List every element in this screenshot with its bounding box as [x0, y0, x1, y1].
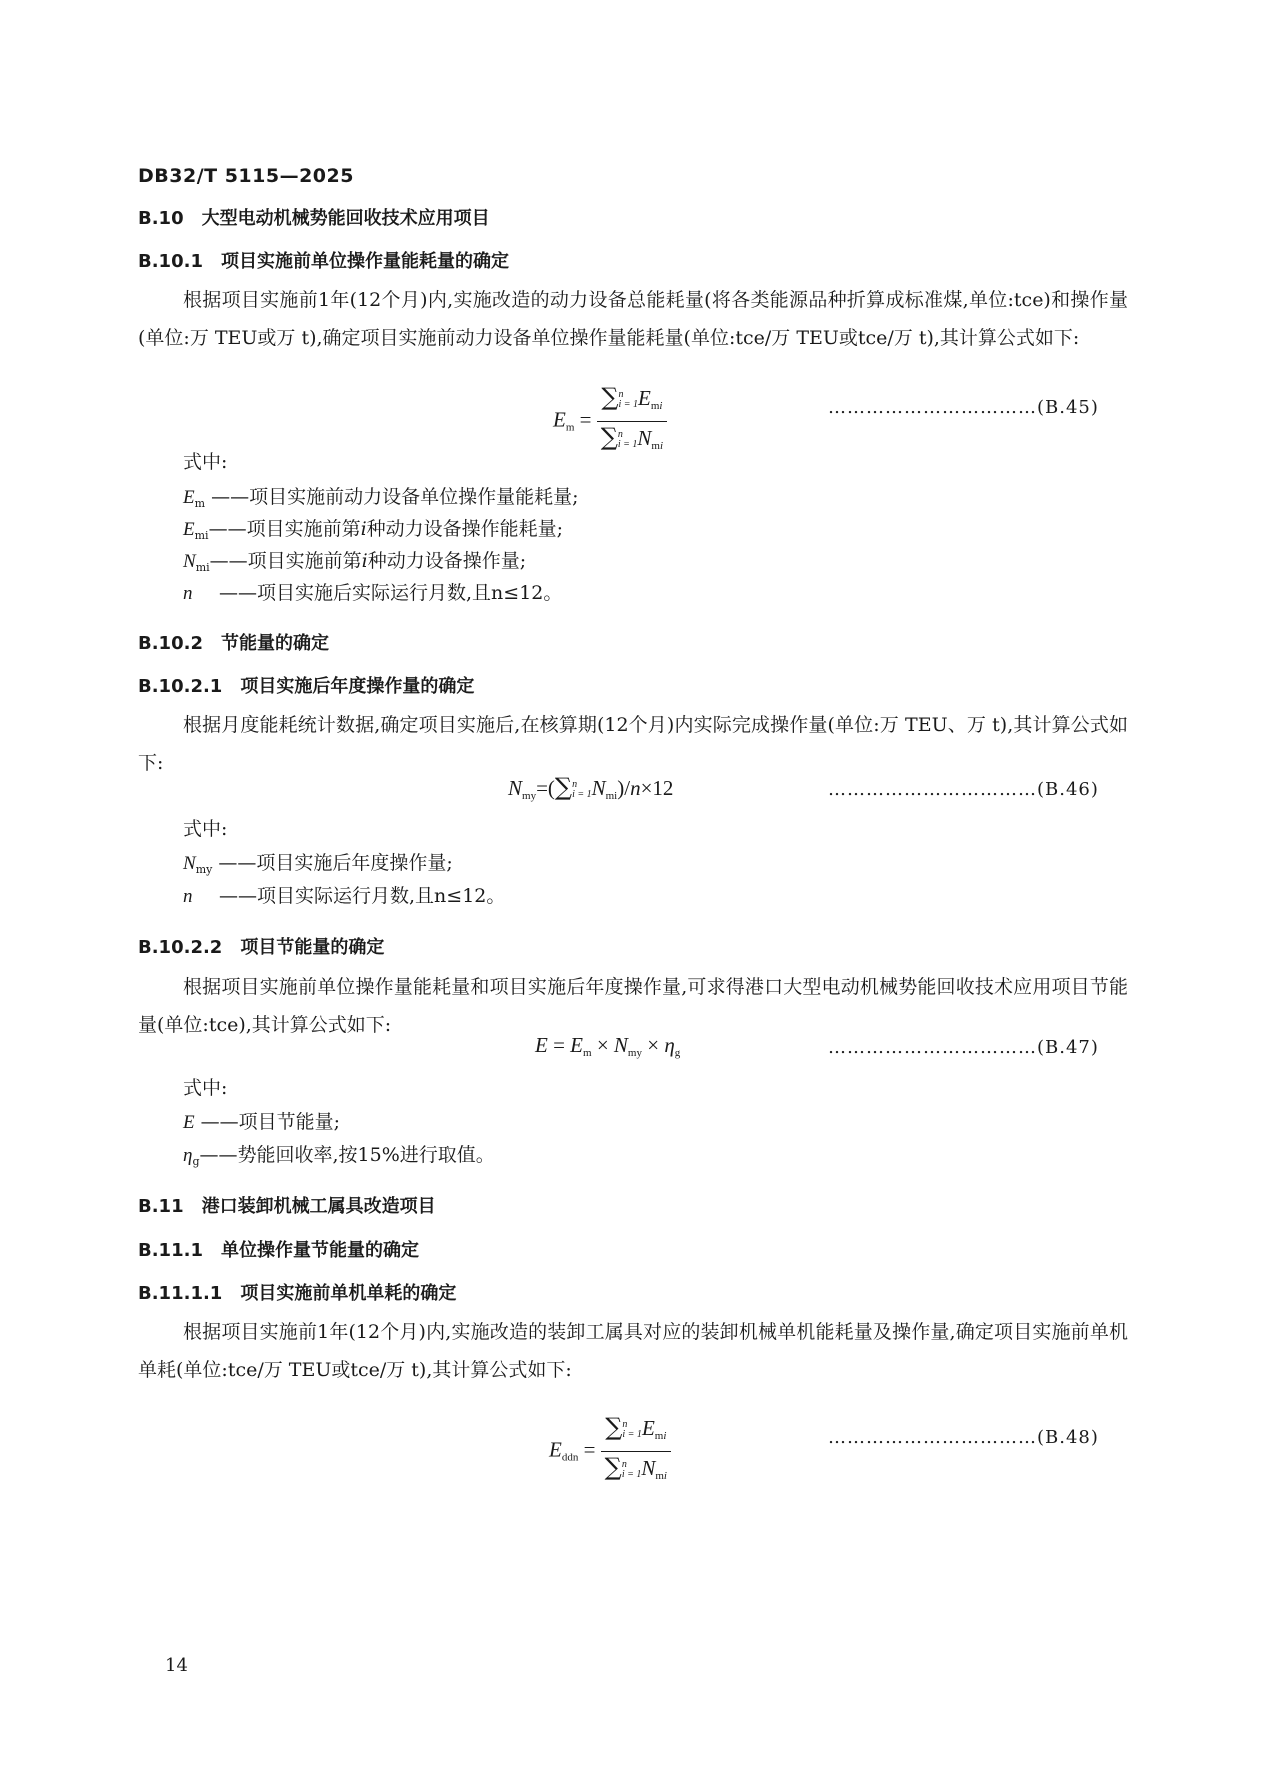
- section-title: 港口装卸机械工属具改造项目: [201, 1196, 436, 1217]
- section-title: 项目实施后年度操作量的确定: [240, 676, 475, 697]
- section-title: 项目实施前单位操作量能耗量的确定: [220, 251, 509, 272]
- definition-eta: $\eta_g——$势能回收率,按15%进行取值。: [183, 1144, 495, 1168]
- section-number: B.10.2: [138, 633, 203, 654]
- equation-number-b45: ……………………………(B.45): [828, 397, 1099, 418]
- section-number: B.10.2.1: [138, 676, 223, 697]
- section-title: 项目节能量的确定: [240, 937, 385, 958]
- section-b10-2-2: [138, 933, 384, 959]
- equation-number-b46: ……………………………(B.46): [828, 779, 1099, 800]
- section-b10: [138, 204, 490, 230]
- paragraph-2: 根据月度能耗统计数据,确定项目实施后,在核算期(12个月)内实际完成操作量(单位:万 TEU、万 t),其计算公式如下:: [138, 714, 1128, 774]
- definition-nmi: $N_{mi}——$项目实施前第i种动力设备操作量;: [183, 550, 527, 574]
- section-number: B.10: [138, 208, 184, 229]
- definition-n-2: n ——项目实际运行月数,且n≤12。: [183, 885, 506, 907]
- formula-b46: $N_{my}=(\sum$ n i = 1 $N_{mi})/n\times 12$: [508, 773, 674, 802]
- paragraph-4: 根据项目实施前1年(12个月)内,实施改造的装卸工属具对应的装卸机械单机能耗量及操作量,确定项目实施前单机单耗(单位:tce/万 TEU或tce/万 t),其计算公式如下:: [138, 1321, 1128, 1381]
- definition-em: $E_m$ ——项目实施前动力设备单位操作量能耗量;: [183, 486, 579, 510]
- section-b10-1: [138, 247, 509, 273]
- section-b11-1: [138, 1236, 419, 1262]
- section-b11-1-1: [138, 1279, 456, 1305]
- section-number: B.11.1: [138, 1240, 203, 1261]
- definition-e: E ——项目节能量;: [183, 1111, 341, 1133]
- paragraph-1: 根据项目实施前1年(12个月)内,实施改造的动力设备总能耗量(将各类能源品种折算成标准煤,单位:tce)和操作量(单位:万 TEU或万 t),确定项目实施前动力设备单位操作量能耗量(单位:tce/万 TEU或tce/万 t),其计算公式如下:: [138, 289, 1128, 349]
- paragraph-3: 根据项目实施前单位操作量能耗量和项目实施后年度操作量,可求得港口大型电动机械势能回收技术应用项目节能量(单位:tce),其计算公式如下:: [138, 976, 1128, 1036]
- formula-b47: $E = E_m \times N_{my} \times \eta_g$: [535, 1033, 681, 1059]
- section-number: B.11.1.1: [138, 1283, 223, 1304]
- section-b11: [138, 1192, 436, 1218]
- section-title: 节能量的确定: [220, 633, 329, 654]
- section-number: B.10.2.2: [138, 937, 223, 958]
- where-label: 式中:: [183, 818, 228, 840]
- where-label: 式中:: [183, 1077, 228, 1099]
- section-b10-2: [138, 629, 329, 655]
- document-code: DB32/T 5115—2025: [138, 165, 354, 187]
- section-number: B.10.1: [138, 251, 203, 272]
- section-b10-2-1: [138, 672, 474, 698]
- equation-number-b48: ……………………………(B.48): [828, 1427, 1099, 1448]
- definition-emi: $E_{mi}——$项目实施前第i种动力设备操作能耗量;: [183, 518, 564, 542]
- formula-b45: $E_m$ = ∑ n i = 1 $E_mi$ ∑ n i = 1 $N_mi$: [553, 382, 667, 461]
- definition-n: n ——项目实施后实际运行月数,且n≤12。: [183, 582, 563, 604]
- section-title: 项目实施前单机单耗的确定: [240, 1283, 457, 1304]
- section-title: 大型电动机械势能回收技术应用项目: [201, 208, 490, 229]
- equation-number-b47: ……………………………(B.47): [828, 1037, 1099, 1058]
- formula-b48: $E_{ddn}$ = ∑ n i = 1 $E_mi$ ∑ n i = 1 $N_mi$: [549, 1412, 671, 1491]
- section-title: 单位操作量节能量的确定: [220, 1240, 419, 1261]
- section-number: B.11: [138, 1196, 184, 1217]
- definition-nmy: $N_{my}$ ——项目实施后年度操作量;: [183, 852, 453, 876]
- where-label: 式中:: [183, 451, 228, 473]
- page-number: 14: [165, 1655, 188, 1676]
